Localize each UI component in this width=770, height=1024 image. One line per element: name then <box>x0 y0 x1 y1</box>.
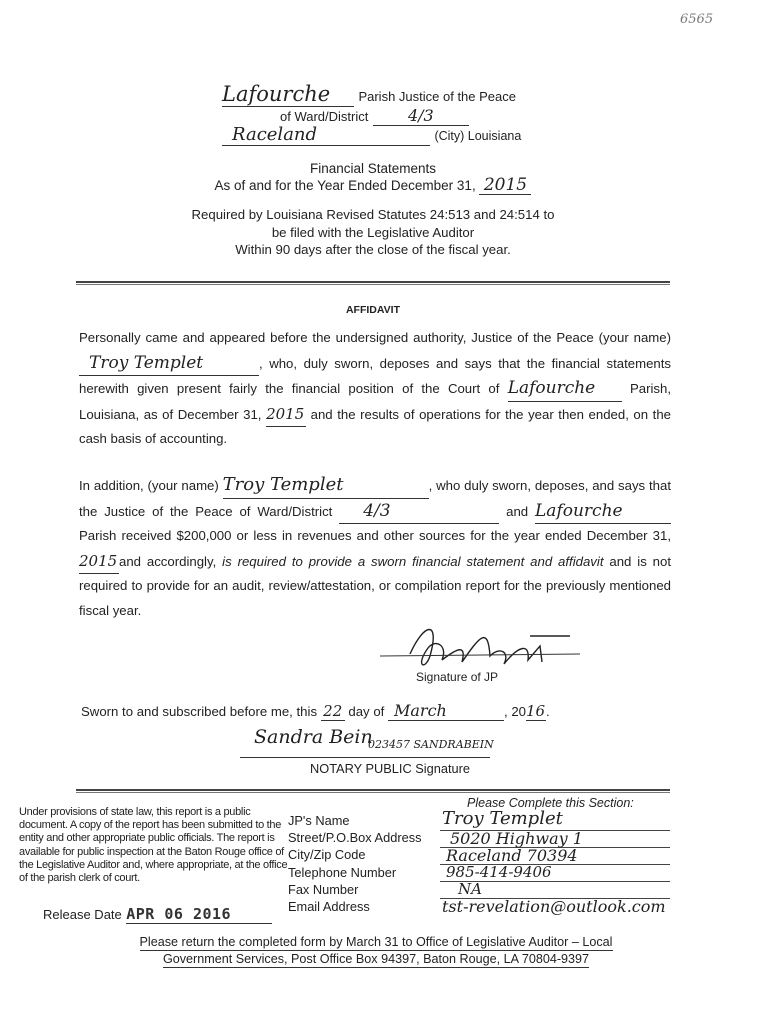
sworn-text-d: . <box>546 704 550 719</box>
affidavit-parish-2: Lafourche <box>535 499 671 525</box>
footer-line1: Please return the completed form by March 31 to Office of Legislative Auditor – Local <box>139 935 613 949</box>
label-street: Street/P.O.Box Address <box>288 830 422 846</box>
affidavit-year-2: 2015 <box>79 549 119 575</box>
financial-line2: As of and for the Year Ended December 31, <box>214 178 476 193</box>
corner-mark: 6565 <box>680 12 714 27</box>
sworn-year: 16 <box>526 702 546 720</box>
label-email: Email Address <box>288 899 370 915</box>
p2-text-a: In addition, (your name) <box>79 478 219 493</box>
jp-signature-scribble <box>370 616 610 676</box>
value-telephone: 985-414-9406 <box>446 863 552 881</box>
header-parish-suffix: Parish Justice of the Peace <box>358 89 516 104</box>
footer-line2: Government Services, Post Office Box 94397, Baton Rouge, LA 70804-9397 <box>162 952 590 966</box>
financial-year: 2015 <box>479 177 531 195</box>
notary-signature: Sandra Bein <box>254 726 373 748</box>
required-block <box>150 206 596 259</box>
footer <box>80 934 672 968</box>
p2-text-d: Parish received $200,000 or less in revenues and other sources for the year ended December 31, <box>79 528 671 543</box>
affidavit-paragraph-1 <box>79 326 671 452</box>
jp-signature-text <box>440 622 447 623</box>
p1-text-b: , who, duly sworn, deposes and says that the financial statements herewith given present fairly the financial position of the Court of <box>79 355 671 396</box>
divider-top <box>76 281 670 285</box>
affidavit-paragraph-2 <box>79 473 671 623</box>
header-block <box>222 82 542 144</box>
header-city: Raceland <box>222 124 430 146</box>
p2-text-b: , who duly sworn, deposes, and says that the Justice of the Peace of Ward/District <box>79 478 671 519</box>
p2-text-e: and accordingly, <box>119 553 217 569</box>
required-line1: Required by Louisiana Revised Statutes 24:513 and 24:514 to <box>191 207 555 222</box>
required-line3: Within 90 days after the close of the fiscal year. <box>235 242 511 257</box>
label-telephone: Telephone Number <box>288 864 397 880</box>
sworn-line <box>81 701 550 721</box>
affidavit-ward: 4/3 <box>339 499 499 525</box>
value-fax: NA <box>458 880 482 898</box>
p2-text-c: and <box>506 503 529 519</box>
sworn-month: March <box>388 701 504 721</box>
p2-text-f-italic: is required to provide a sworn financial statement and affidavit <box>222 553 604 569</box>
label-fax: Fax Number <box>288 881 359 897</box>
jp-signature <box>370 616 610 686</box>
label-city-zip: City/Zip Code <box>288 847 366 863</box>
affidavit-name-2: Troy Templet <box>223 473 429 499</box>
p1-text-c: Parish, Louisiana, as of December 31, <box>79 381 671 422</box>
financial-block <box>170 160 576 195</box>
header-ward: 4/3 <box>373 106 469 126</box>
notary-id: 023457 SANDRABEIN <box>368 738 494 751</box>
value-jp-name: Troy Templet <box>442 808 563 829</box>
notary-block <box>240 722 600 778</box>
value-street: 5020 Highway 1 <box>450 829 583 848</box>
sworn-text-c: , 20 <box>504 704 526 719</box>
sworn-text-a: Sworn to and subscribed before me, this <box>81 704 318 719</box>
release-stamp: APR 06 2016 <box>126 905 272 924</box>
ward-label: of Ward/District <box>280 109 369 124</box>
divider-bottom <box>76 789 670 793</box>
header-parish: Lafourche <box>222 82 354 107</box>
affidavit-parish: Lafourche <box>508 376 622 402</box>
required-line2: be filed with the Legislative Auditor <box>271 224 475 240</box>
value-city-zip: Raceland 70394 <box>446 846 578 865</box>
jp-signature-label: Signature of JP <box>416 670 499 684</box>
p1-text-d: and the results of operations for the year then ended, on the cash basis of accounting. <box>79 406 671 446</box>
section-labels <box>288 812 438 915</box>
affidavit-year: 2015 <box>266 402 306 428</box>
release-date <box>43 905 272 924</box>
header-city-suffix: (City) Louisiana <box>434 129 522 143</box>
p1-text-a: Personally came and appeared before the undersigned authority, Justice of the Peace (your name) <box>79 330 671 345</box>
value-email: tst-revelation@outlook.com <box>442 897 666 916</box>
notary-line <box>240 757 490 758</box>
p2-text-g: and is not required to provide for an audit, review/attestation, or compilation report for the previously mentioned fiscal year. <box>79 553 672 618</box>
sworn-day: 22 <box>321 702 345 721</box>
notary-label: NOTARY PUBLIC Signature <box>310 761 471 776</box>
public-notice: Under provisions of state law, this report is a public document. A copy of the report has been submitted to the entity and other appropriate public officials. The report is available for public inspection at the Baton Rouge office of the Legislative Auditor and, where appropriate, at the office of the parish clerk of court. <box>19 806 288 885</box>
release-label: Release Date <box>43 907 122 922</box>
section-title: Please Complete this Section: <box>467 796 634 810</box>
sworn-text-b: day of <box>348 704 385 719</box>
affidavit-name: Troy Templet <box>79 351 259 377</box>
label-jp-name: JP's Name <box>288 813 350 828</box>
financial-line1: Financial Statements <box>309 161 437 176</box>
affidavit-title: AFFIDAVIT <box>345 304 401 316</box>
